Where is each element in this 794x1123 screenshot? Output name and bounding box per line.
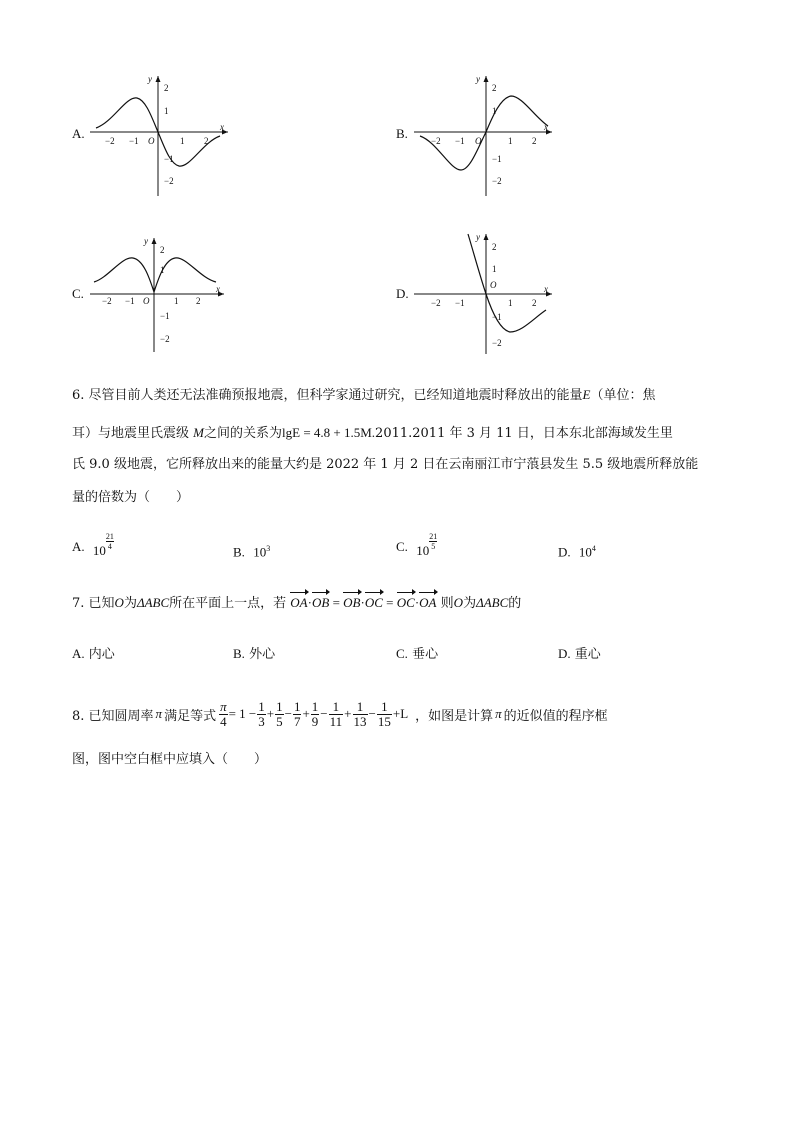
tick-label: −2 bbox=[164, 176, 174, 186]
y-arrow bbox=[156, 76, 161, 82]
q7-option-a[interactable]: A. 内心 bbox=[72, 646, 115, 662]
svg-text:1: 1 bbox=[160, 265, 165, 275]
option-b-letter: B. bbox=[396, 126, 408, 141]
q8-term-fraction: $\frac{1}{5}$ bbox=[276, 698, 283, 729]
svg-text:2: 2 bbox=[196, 296, 201, 306]
svg-text:−2: −2 bbox=[492, 338, 502, 348]
svg-text:−2: −2 bbox=[431, 136, 441, 146]
option-a-letter: A. bbox=[72, 126, 85, 141]
svg-text:x: x bbox=[544, 122, 548, 132]
q8-term-fraction: $\frac{1}{11}$ bbox=[329, 698, 343, 729]
svg-text:1: 1 bbox=[492, 264, 497, 274]
q8-term-fraction: $\frac{1}{7}$ bbox=[293, 698, 301, 729]
svg-text:O: O bbox=[490, 280, 497, 290]
q8-term-fraction: $\frac{1}{13}$ bbox=[353, 698, 367, 729]
graph-b bbox=[412, 70, 562, 200]
graph-c bbox=[88, 232, 238, 357]
option-c-letter: C. bbox=[72, 286, 84, 301]
q6-line1: 6. 尽管目前人类还无法准确预报地震，但科学家通过研究，已经知道地震时释放出的能量E（单位：焦 bbox=[72, 387, 656, 403]
tick-label: −1 bbox=[164, 154, 174, 164]
svg-text:2: 2 bbox=[532, 136, 537, 146]
q6-option-a[interactable]: A. 10 $\frac{21}{4}$ bbox=[72, 532, 114, 558]
q6-line4: 量的倍数为（ ） bbox=[72, 490, 190, 505]
svg-text:−1: −1 bbox=[125, 296, 135, 306]
svg-text:−1: −1 bbox=[492, 154, 502, 164]
graph-a bbox=[88, 70, 238, 200]
origin-label: O bbox=[148, 136, 155, 146]
svg-text:y: y bbox=[144, 236, 148, 246]
q6-line3: 氏 9.0 级地震，它所释放出来的能量大约是 2022 年 1 月 2 日在云南丽江市宁蒗县发生 5.5 级地震所释放能 bbox=[72, 457, 699, 472]
graph-d bbox=[412, 228, 562, 358]
svg-text:y: y bbox=[476, 74, 480, 84]
svg-text:O: O bbox=[143, 296, 150, 306]
q7-option-c[interactable]: C. 垂心 bbox=[396, 646, 439, 662]
svg-text:y: y bbox=[476, 232, 480, 242]
svg-text:1: 1 bbox=[508, 298, 513, 308]
q8-term-operator: + bbox=[302, 706, 310, 721]
q8-series bbox=[257, 700, 409, 729]
y-axis-label: y bbox=[148, 74, 152, 84]
q8-term-operator: − bbox=[320, 706, 328, 721]
q7-stem: 7. 已知O为ΔABC所在平面上一点，若 OA·OB = OB·OC = OC·OA 则O为ΔABC的 bbox=[72, 595, 522, 611]
q6-option-b[interactable]: B. $10^3$ bbox=[233, 544, 271, 560]
tick-label: 1 bbox=[180, 136, 185, 146]
q8-term-operator: +L bbox=[392, 706, 409, 721]
q8-term-operator: + bbox=[344, 706, 352, 721]
svg-text:−2: −2 bbox=[492, 176, 502, 186]
svg-text:2: 2 bbox=[160, 245, 165, 255]
q6-option-d[interactable]: D. $10^4$ bbox=[558, 544, 596, 560]
tick-label: 1 bbox=[164, 106, 169, 116]
tick-label: 2 bbox=[204, 136, 209, 146]
svg-text:x: x bbox=[544, 284, 548, 294]
q7-option-b[interactable]: B. 外心 bbox=[233, 646, 276, 662]
svg-text:2: 2 bbox=[492, 242, 497, 252]
tick-label: 2 bbox=[164, 83, 169, 93]
svg-text:1: 1 bbox=[174, 296, 179, 306]
tick-label: −2 bbox=[105, 136, 115, 146]
q8-stem: 8. 已知圆周率 π 满足等式 $\frac{\pi}{4}$ = 1 − $\frac{1}{3}$ + $\frac{1}{5}$ − $\frac{1}{7}$ + $\frac{1}{9}$ − $\frac{1}{11}$ + $\frac{1}{13}$ − $\frac{1}{15}$ +L ，如图是计算 π 的近似值的程序框 bbox=[72, 698, 608, 729]
svg-text:−2: −2 bbox=[431, 298, 441, 308]
q8-term-operator: − bbox=[284, 706, 292, 721]
q8-term-fraction: $\frac{1}{9}$ bbox=[311, 698, 319, 729]
q6-line2: 耳）与地震里氏震级 M之间的关系为lgE = 4.8 + 1.5M.2011.2011 年 3 月 11 日，日本东北部海域发生里 bbox=[72, 425, 673, 441]
svg-text:−1: −1 bbox=[455, 298, 465, 308]
svg-text:O: O bbox=[475, 136, 482, 146]
svg-text:−1: −1 bbox=[455, 136, 465, 146]
q7-option-d[interactable]: D. 重心 bbox=[558, 646, 601, 662]
x-axis-label: x bbox=[220, 122, 224, 132]
tick-label: −1 bbox=[129, 136, 139, 146]
svg-text:2: 2 bbox=[532, 298, 537, 308]
svg-text:−2: −2 bbox=[160, 334, 170, 344]
svg-text:−1: −1 bbox=[492, 312, 502, 322]
option-d-letter: D. bbox=[396, 286, 409, 301]
q8-term-fraction: $\frac{1}{3}$ bbox=[258, 698, 265, 729]
svg-text:x: x bbox=[216, 284, 220, 294]
svg-text:−2: −2 bbox=[102, 296, 112, 306]
q8-line2: 图，图中空白框中应填入（ ） bbox=[72, 752, 268, 767]
svg-text:−1: −1 bbox=[160, 311, 170, 321]
q8-term-operator: + bbox=[266, 706, 275, 721]
svg-text:1: 1 bbox=[508, 136, 513, 146]
svg-text:1: 1 bbox=[492, 106, 497, 116]
q6-option-c[interactable]: C. 10 $\frac{21}{5}$ bbox=[396, 532, 438, 558]
q8-term-operator: − bbox=[368, 706, 376, 721]
q8-term-fraction: $\frac{1}{15}$ bbox=[377, 698, 391, 729]
svg-text:2: 2 bbox=[492, 83, 497, 93]
